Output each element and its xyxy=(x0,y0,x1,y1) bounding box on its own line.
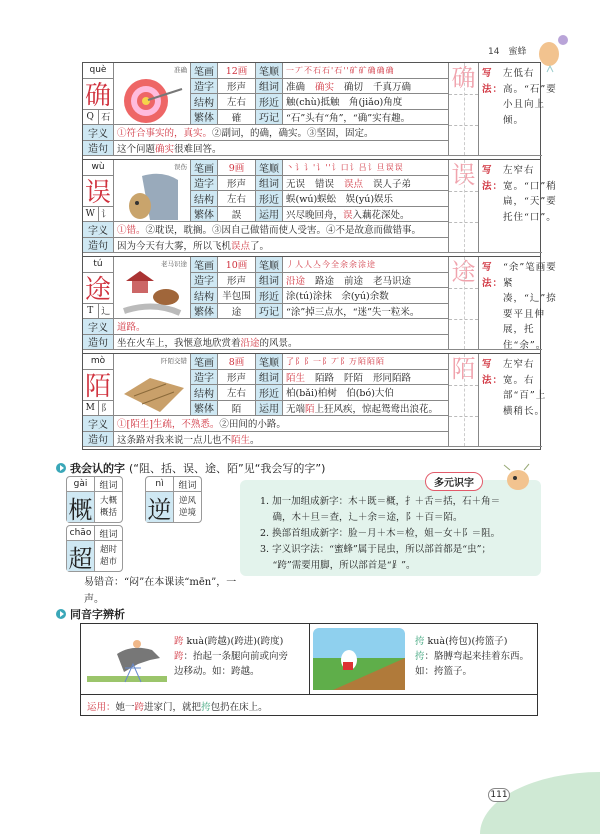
label-zuci: 组词 xyxy=(256,370,283,386)
play-bullet-icon xyxy=(56,609,66,619)
character-block xyxy=(82,256,557,353)
practice-character: 途 xyxy=(451,258,476,286)
index-letter: W xyxy=(83,207,99,222)
card-character: 超 xyxy=(67,541,95,571)
grid-line xyxy=(464,257,465,349)
label-strokes: 笔画 xyxy=(191,63,218,79)
kua-jump-words: kuà(跨越)(跨进)(跨度) xyxy=(183,636,284,647)
multi-item: 2. 换部首组成新字：脸－月＋木＝检，姐－女＋阝＝阻。 xyxy=(260,528,501,539)
pronunciation-note-text: 易错音：“闷”在本课读“mēn”，一声。 xyxy=(84,577,237,605)
value-xingjin: 柏(bǎi)柏树 伯(bó)大伯 xyxy=(283,385,449,401)
text-segment: 这条路对我来说一点儿也不 xyxy=(117,434,232,446)
horse-jump-image xyxy=(87,632,167,688)
text-segment: 千真万确 xyxy=(373,81,412,93)
label-order: 笔顺 xyxy=(256,257,283,273)
label-xingjin: 形近 xyxy=(256,288,283,304)
tip-title: 写法： xyxy=(482,359,504,386)
kua-carry-char: 挎 xyxy=(415,636,425,647)
column-divider xyxy=(309,624,310,694)
value-strokes xyxy=(218,160,256,176)
value-words xyxy=(283,273,449,289)
stroke-count: 10画 xyxy=(225,260,248,272)
text-segment: 路途 xyxy=(315,275,335,287)
usage-segment: 进家门，就把 xyxy=(144,702,202,713)
card-character: 逆 xyxy=(146,492,174,522)
multi-item: 1. 加一加组成新字：木＋既＝概，扌＋舌＝括，石＋角＝ xyxy=(260,496,501,507)
value-xingjin: 涂(tú)涂抹 余(yú)余数 xyxy=(283,288,449,304)
label-fanti: 繁体 xyxy=(191,304,218,320)
stroke-count: 9画 xyxy=(228,163,245,175)
value-extra: “涂”掉三点水，“迷”失一粒米。 xyxy=(283,304,449,320)
card-word: 逆风 xyxy=(178,496,196,506)
label-zaozi: 造字 xyxy=(191,176,218,192)
text-segment: 无误 xyxy=(286,178,306,190)
usage-label: 运用： xyxy=(87,702,116,713)
value-strokes xyxy=(218,63,256,79)
kua-jump-def2: 边移动。如：跨越。 xyxy=(174,666,260,677)
character: 误 xyxy=(83,176,114,207)
mascot-icon xyxy=(500,462,534,492)
practice-grid xyxy=(449,63,479,156)
label-jiegou: 结构 xyxy=(191,288,218,304)
value-zaozi: 形声 xyxy=(218,176,256,192)
card-label: 组词 xyxy=(174,477,201,492)
text-segment: 沿途 xyxy=(286,275,306,287)
value-fanti: 誤 xyxy=(218,207,256,223)
tip-title: 写法： xyxy=(482,165,504,192)
label-fanti: 繁体 xyxy=(191,110,218,126)
card-word: 超时 xyxy=(99,545,117,555)
text-segment: 无端 xyxy=(286,403,306,415)
label-xingjin: 形近 xyxy=(256,191,283,207)
value-extra xyxy=(283,207,449,223)
label-fanti: 繁体 xyxy=(191,207,218,223)
value-words xyxy=(283,79,449,95)
character-block xyxy=(82,62,557,159)
text-segment: 错误 xyxy=(315,178,335,190)
text-segment: ①错。 xyxy=(117,225,146,237)
recognize-card xyxy=(145,476,202,523)
value-words xyxy=(283,370,449,386)
tip-title: 写法： xyxy=(482,68,504,95)
grid-line xyxy=(464,63,465,155)
value-order: 一丆不石石'石''矿矿确确确 xyxy=(283,63,449,79)
text-segment: ②田间的小路。 xyxy=(219,419,286,431)
label-strokes: 笔画 xyxy=(191,160,218,176)
text-segment: 坐在火车上，我惬意地欣赏着 xyxy=(117,337,241,349)
kua-carry-char: 挎 xyxy=(415,651,425,662)
text-segment: 的风景。 xyxy=(259,337,298,349)
text-segment: ①符合事实的，真实。 xyxy=(117,128,213,140)
illustration xyxy=(114,160,191,222)
illustration xyxy=(114,354,191,416)
text-segment: 了。 xyxy=(250,240,270,252)
multi-item: “跨”需要用脚，所以部首是“⻊”。 xyxy=(260,560,416,571)
text-segment: ②副词，的确，确实。③坚固，固定。 xyxy=(212,128,374,140)
value-xingjin: 触(chù)抵触 角(jiǎo)角度 xyxy=(283,94,449,110)
character: 确 xyxy=(83,79,114,110)
sentence-text xyxy=(114,238,449,254)
usage-segment: 跨 xyxy=(134,702,145,713)
multi-literacy-box xyxy=(240,480,541,576)
practice-character: 误 xyxy=(451,161,476,189)
value-fanti: 陌 xyxy=(218,401,256,417)
meaning-text xyxy=(114,222,449,238)
section-homophone xyxy=(56,606,125,622)
writing-tip xyxy=(479,160,557,253)
section-title: 我会认的字 xyxy=(70,462,125,475)
homophone-table xyxy=(80,623,538,716)
usage-segment: 她一 xyxy=(115,702,135,713)
value-xingjin: 蜈(wú)蜈蚣 娱(yú)娱乐 xyxy=(283,191,449,207)
illustration xyxy=(114,257,191,319)
sentence-text xyxy=(114,432,449,448)
page-corner-decoration xyxy=(480,772,600,834)
label-order: 笔顺 xyxy=(256,160,283,176)
multi-item: 3. 字义识字法：“蜜蜂”属于昆虫，所以部首都是“虫”； xyxy=(260,544,492,555)
value-strokes xyxy=(218,257,256,273)
rabbit-basket-image xyxy=(313,628,405,690)
character-table xyxy=(82,62,557,450)
label-zuci: 组词 xyxy=(256,79,283,95)
illustration xyxy=(114,63,191,125)
index-radical xyxy=(83,110,114,126)
label-jiegou: 结构 xyxy=(191,191,218,207)
pinyin: mò xyxy=(83,354,114,370)
kua-carry-words: kuà(挎包)(挎篮子) xyxy=(424,636,508,647)
card-pinyin: nì xyxy=(146,477,174,492)
tip-title: 写法： xyxy=(482,262,504,289)
label-sentence: 造句 xyxy=(83,238,114,254)
index-radical xyxy=(83,401,114,417)
text-segment: 上狂风疾，惊起鸳鸯出浪花。 xyxy=(314,403,439,415)
play-bullet-icon xyxy=(56,463,66,473)
practice-grid xyxy=(449,160,479,253)
radical: 讠 xyxy=(101,210,111,221)
label-extra: 巧记 xyxy=(256,304,283,320)
writing-tip xyxy=(479,63,557,156)
value-order: 丶讠讠'讠''讠口讠吕讠旦误误 xyxy=(283,160,449,176)
text-segment: 兴尽晚回舟， xyxy=(286,209,344,221)
target-arrow-image xyxy=(120,73,186,125)
multi-item: 确，木＋旦＝查，辶＋余＝途，阝＋百＝陌。 xyxy=(260,512,463,523)
text-segment: 因为今天有大雾，所以飞机 xyxy=(117,240,232,252)
text-segment: ①[陌生]生疏，不熟悉。 xyxy=(117,419,220,431)
grid-line xyxy=(464,354,465,446)
text-segment: 确实 xyxy=(315,81,335,93)
value-extra: “石”头有“角”，“确”实有趣。 xyxy=(283,110,449,126)
pronunciation-note xyxy=(84,574,244,608)
kua-jump-entry xyxy=(174,634,288,679)
kua-jump-def: ：抬起一条腿向前或向旁 xyxy=(183,651,289,662)
card-word: 超市 xyxy=(99,557,117,567)
value-fanti: 途 xyxy=(218,304,256,320)
label-meaning: 字义 xyxy=(83,222,114,238)
radical: 石 xyxy=(101,113,111,124)
multi-literacy-title: 多元识字 xyxy=(425,472,483,491)
value-fanti: 確 xyxy=(218,110,256,126)
text-segment: 形同陌路 xyxy=(373,372,412,384)
text-segment: 确切 xyxy=(344,81,364,93)
label-strokes: 笔画 xyxy=(191,354,218,370)
pinyin: wù xyxy=(83,160,114,176)
radical: 阝 xyxy=(101,404,111,415)
value-jiegou: 左右 xyxy=(218,94,256,110)
label-sentence: 造句 xyxy=(83,432,114,448)
section-recognize xyxy=(56,460,325,476)
value-zaozi: 形声 xyxy=(218,370,256,386)
lesson-header: 14 蜜蜂 xyxy=(488,47,527,57)
writing-tip xyxy=(479,354,547,447)
character: 陌 xyxy=(83,370,114,401)
text-segment: 老马识途 xyxy=(373,275,412,287)
value-strokes xyxy=(218,354,256,370)
kua-jump-char: 跨 xyxy=(174,636,184,647)
label-order: 笔顺 xyxy=(256,63,283,79)
page-number: 111 xyxy=(488,788,510,802)
meaning-text xyxy=(114,125,449,141)
label-order: 笔顺 xyxy=(256,354,283,370)
label-zaozi: 造字 xyxy=(191,79,218,95)
illustration-caption: 误伤 xyxy=(174,163,187,171)
grid-line xyxy=(464,160,465,252)
practice-character: 确 xyxy=(451,64,476,92)
value-order: 了阝阝一阝丆阝万陌陌陌 xyxy=(283,354,449,370)
text-segment: 沿途 xyxy=(240,337,260,349)
label-zaozi: 造字 xyxy=(191,370,218,386)
illustration-caption: 准确 xyxy=(174,66,187,74)
value-jiegou: 半包围 xyxy=(218,288,256,304)
label-extra: 运用 xyxy=(256,207,283,223)
card-pinyin: gài xyxy=(67,477,95,492)
value-extra xyxy=(283,401,449,417)
value-zaozi: 形声 xyxy=(218,79,256,95)
section-title: 同音字辨析 xyxy=(70,608,125,621)
text-segment: 陌生 xyxy=(286,372,306,384)
recognize-card xyxy=(66,476,123,523)
label-meaning: 字义 xyxy=(83,319,114,335)
kua-jump-char: 跨 xyxy=(174,651,184,662)
tip-text: “余”笔画要紧凑，“辶”捺要平且伸展，托住“余”。 xyxy=(503,262,557,351)
illustration-caption: 阡陌交错 xyxy=(161,357,187,365)
tip-text: 左低右高。“石”要小且向上倾。 xyxy=(503,68,557,126)
kua-carry-entry xyxy=(415,634,529,679)
card-word: 概括 xyxy=(99,508,117,518)
index-letter: M xyxy=(83,401,99,416)
practice-grid xyxy=(449,354,479,447)
label-jiegou: 结构 xyxy=(191,94,218,110)
index-letter: T xyxy=(83,304,99,319)
label-strokes: 笔画 xyxy=(191,257,218,273)
building-cartoon-image xyxy=(120,170,186,222)
text-segment: 陌路 xyxy=(315,372,335,384)
meaning-text xyxy=(114,416,449,432)
usage-segment: 包扔在床上。 xyxy=(210,702,268,713)
stroke-count: 12画 xyxy=(225,66,248,78)
label-extra: 巧记 xyxy=(256,110,283,126)
card-character: 概 xyxy=(67,492,95,522)
meaning-text xyxy=(114,319,449,335)
illustration-caption: 老马识途 xyxy=(161,260,187,268)
value-words xyxy=(283,176,449,192)
text-segment: 陌 xyxy=(305,403,315,415)
value-jiegou: 左右 xyxy=(218,385,256,401)
character: 途 xyxy=(83,273,114,304)
practice-character: 陌 xyxy=(451,355,476,383)
pinyin: què xyxy=(83,63,114,79)
text-segment: 前途 xyxy=(344,275,364,287)
label-xingjin: 形近 xyxy=(256,385,283,401)
card-label: 组词 xyxy=(95,526,122,541)
sentence-text xyxy=(114,141,449,157)
label-extra: 运用 xyxy=(256,401,283,417)
card-label: 组词 xyxy=(95,477,122,492)
text-segment: 误 xyxy=(343,209,353,221)
text-segment: 误点 xyxy=(231,240,251,252)
tip-text: 左窄右宽。右部“百”上横稍长。 xyxy=(503,359,547,417)
kua-carry-def: ：胳膊弯起来挂着东西。 xyxy=(424,651,530,662)
pavilion-horse-image xyxy=(120,267,186,319)
label-fanti: 繁体 xyxy=(191,401,218,417)
text-segment: 道路。 xyxy=(117,322,146,334)
label-zuci: 组词 xyxy=(256,273,283,289)
text-segment: 很难回答。 xyxy=(174,143,222,155)
text-segment: 这个问题 xyxy=(117,143,156,155)
card-words xyxy=(95,492,122,522)
kua-carry-def2: 如：挎篮子。 xyxy=(415,666,473,677)
card-word: 逆境 xyxy=(178,508,196,518)
label-xingjin: 形近 xyxy=(256,94,283,110)
index-radical xyxy=(83,207,114,223)
practice-grid xyxy=(449,257,479,350)
section-note: (“阻、括、误、途、陌”见“我会写的字”) xyxy=(129,462,326,475)
label-zuci: 组词 xyxy=(256,176,283,192)
text-segment: 。 xyxy=(250,434,260,446)
field-paths-image xyxy=(120,364,186,416)
card-words xyxy=(174,492,201,522)
label-sentence: 造句 xyxy=(83,141,114,157)
character-block xyxy=(82,159,557,256)
card-pinyin: chāo xyxy=(67,526,95,541)
usage-segment: 挎 xyxy=(201,702,211,713)
text-segment: 误点 xyxy=(344,178,364,190)
value-jiegou: 左右 xyxy=(218,191,256,207)
text-segment: ②耽误，耽搁。③因自己做错而使人受害。④不是故意而做错事。 xyxy=(145,225,422,237)
label-sentence: 造句 xyxy=(83,335,114,351)
card-word: 大概 xyxy=(99,496,117,506)
value-order: 丿人人亼今全余余涂途 xyxy=(283,257,449,273)
stroke-count: 8画 xyxy=(228,357,245,369)
character-block xyxy=(82,353,547,450)
text-segment: 入藕花深处。 xyxy=(352,209,410,221)
tip-text: 左窄右宽。“口”稍扁，“天”要托住“口”。 xyxy=(503,165,557,223)
sentence-text xyxy=(114,335,449,351)
label-zaozi: 造字 xyxy=(191,273,218,289)
label-meaning: 字义 xyxy=(83,416,114,432)
recognize-card xyxy=(66,525,123,572)
text-segment: 陌生 xyxy=(231,434,251,446)
usage-row xyxy=(81,694,537,716)
pinyin: tú xyxy=(83,257,114,273)
text-segment: 准确 xyxy=(286,81,306,93)
card-words xyxy=(95,541,122,571)
label-meaning: 字义 xyxy=(83,125,114,141)
label-jiegou: 结构 xyxy=(191,385,218,401)
text-segment: 误人子弟 xyxy=(373,178,412,190)
text-segment: 确实 xyxy=(155,143,175,155)
text-segment: 阡陌 xyxy=(344,372,364,384)
radical: 辶 xyxy=(101,307,111,318)
writing-tip xyxy=(479,257,557,351)
value-zaozi: 形声 xyxy=(218,273,256,289)
index-radical xyxy=(83,304,114,320)
index-letter: Q xyxy=(83,110,99,125)
